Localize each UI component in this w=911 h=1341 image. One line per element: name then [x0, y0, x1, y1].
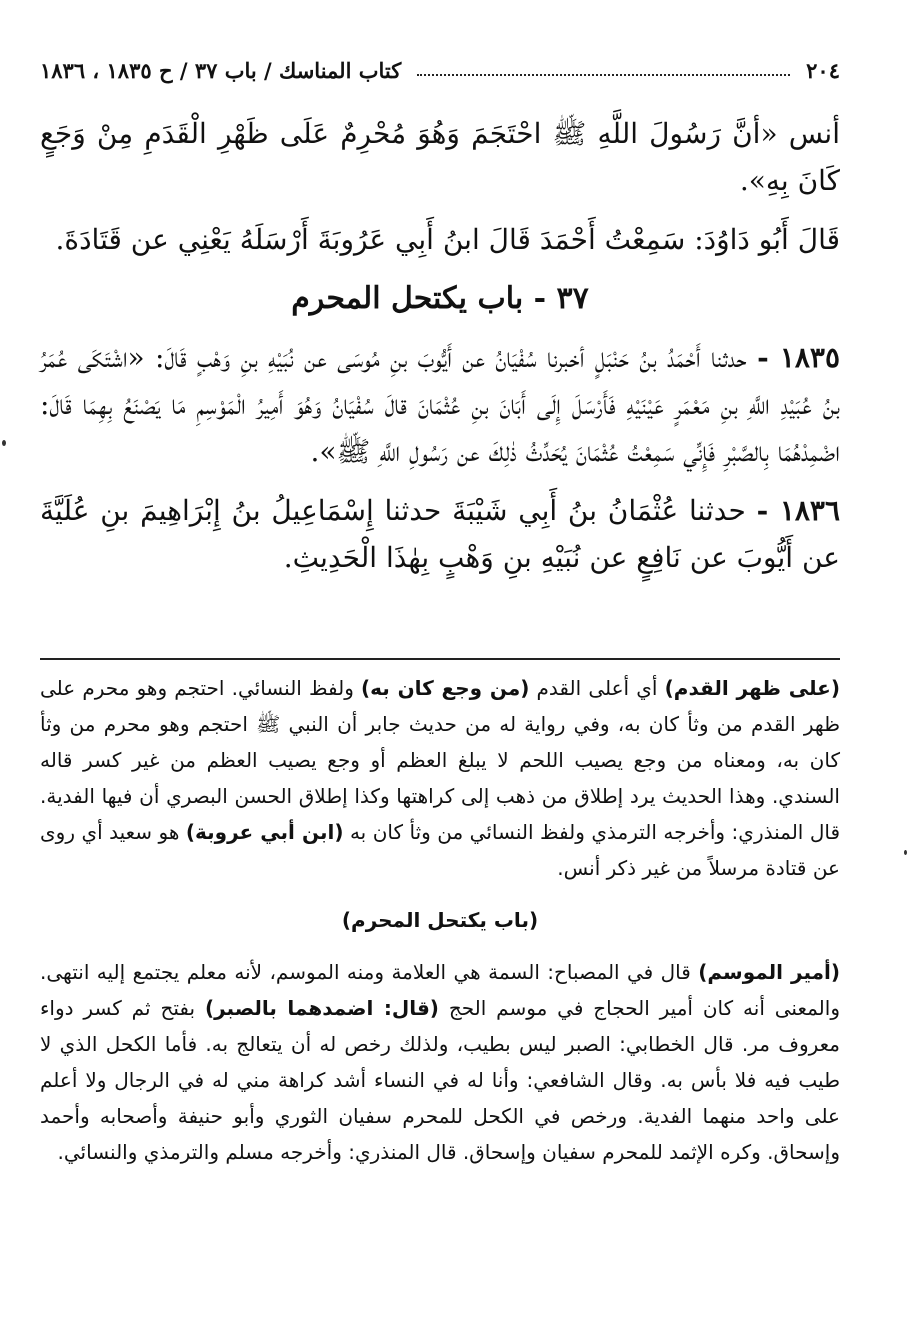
commentary-notes	[40, 670, 840, 1180]
note-chapter-title: (باب يكتحل المحرم)	[341, 908, 539, 932]
header-dotted-leader	[417, 74, 790, 76]
note-2-text-a: قال في المصباح: السمة هي العلامة ومنه الموسم، لأنه معلم يجتمع إليه انتهى. والمعنى أنه كان أمير الحجاج في موسم الحج	[40, 960, 840, 1020]
hadith-1835-text: حدثنا أَحْمَدُ بنُ حَنْبَلٍ أخبرنا سُفْيَانُ عن أَيُّوبَ بنِ مُوسَى عن نُبَيْهِ بنِ وَهْبٍ قَالَ: «اشْتَكَى عُمَرُ بنُ عُبَيْدِ اللَّهِ بنِ مَعْمَرٍ عَيْنَيْهِ فَأَرْسَلَ إِلَى أَبَانَ بنِ عُثْمَانَ قالَ سُفْيَانُ وَهُوَ أَمِيرُ الْمَوْسِمِ مَا يَصْنَعُ بِهِمَا قَالَ: اضْمِدْهُمَا بِالصَّبْرِ فَإِنِّي سَمِعْتُ عُثْمَانَ يُحَدِّثُ ذٰلِكَ عن رَسُولِ اللَّهِ ﷺ».	[40, 341, 841, 468]
hadith-1835	[40, 334, 840, 475]
page-header	[40, 50, 840, 90]
note-2-text-b: بفتح ثم كسر دواء معروف مر. قال الخطابي: الصبر ليس بطيب، ولذلك رخص له أن يتعالج به. فأما الكحل الذي لا طيب فيه فلا بأس به. وقال الشافعي: وأنا له في النساء أشد كراهة مني له في الرجال ولا أعلم على واحد منهما الفدية. ورخص في الكحل للمحرم سفيان الثوري وأبو حنيفة وأصحابه وأحمد وإسحاق. وكره الإثمد للمحرم سفيان وإسحاق. قال المنذري: وأخرجه مسلم والترمذي والنسائي.	[40, 996, 840, 1164]
note-1-term-b: (من وجع كان به)	[361, 676, 530, 700]
note-1-term-a: (على ظهر القدم)	[664, 676, 840, 700]
hadith-1836-number: ١٨٣٦ -	[756, 494, 840, 527]
running-title: كتاب المناسك / باب ٣٧ / ح ١٨٣٥ ، ١٨٣٦	[40, 57, 402, 83]
hadith-1836	[40, 487, 840, 581]
scan-speck-left	[2, 440, 6, 446]
note-paragraph-1	[40, 670, 840, 886]
note-1-term-c: (ابن أبي عروبة)	[185, 820, 344, 844]
note-2-term-a: (أمير الموسم)	[698, 960, 840, 984]
main-paragraph-1: أنس «أنَّ رَسُولَ اللَّهِ ﷺ احْتَجَمَ وَهُوَ مُحْرِمٌ عَلَى ظَهْرِ الْقَدَمِ مِنْ وَجَعٍ كَانَ بِهِ».	[40, 117, 840, 197]
hadith-1836-text: حدثنا عُثْمَانُ بنُ أَبِي شَيْبَةَ حدثنا إِسْمَاعِيلُ بنُ إِبْرَاهِيمَ بنِ عُلَيَّةَ عن أَيُّوبَ عن نَافِعٍ عن نُبَيْهِ بنِ وَهْبٍ بِهٰذَا الْحَدِيثِ.	[40, 494, 840, 574]
scan-speck-right	[904, 850, 907, 855]
hadith-1835-number: ١٨٣٥ -	[757, 341, 840, 374]
footnote-divider	[40, 658, 840, 660]
book-page	[40, 40, 840, 1300]
note-1-text-a: أي أعلى القدم	[529, 676, 665, 700]
main-paragraph-2: قَالَ أَبُو دَاوُدَ: سَمِعْتُ أَحْمَدَ قَالَ ابنُ أَبِي عَرُوبَةَ أَرْسَلَهُ يَعْنِي عن قَتَادَةَ.	[55, 223, 840, 256]
page-number: ٢٠٤	[806, 57, 840, 83]
note-2-term-b: (قال: اضمدهما بالصبر)	[204, 996, 439, 1020]
main-text	[40, 110, 840, 593]
note-1-text-c: هو سعيد أي روى عن قتادة مرسلاً من غير ذكر أنس.	[40, 820, 840, 880]
chapter-title: ٣٧ - باب يكتحل المحرم	[291, 281, 589, 316]
note-paragraph-2	[40, 954, 840, 1170]
note-1-text-b: ولفظ النسائي. احتجم وهو محرم على ظهر القدم من وثأ كان به، وفي رواية له من حديث جابر أن النبي ﷺ احتجم وهو محرم من وثأ كان به، ومعناه من وجع يصيب اللحم لا يبلغ العظم أو وجع يصيب العظم من غير كسر قاله السندي. وهذا الحديث يرد إطلاق من ذهب إلى كراهتها وكذا إطلاق الحسن البصري أن فيها الفدية. قال المنذري: وأخرجه الترمذي ولفظ النسائي من وثأ كان به	[40, 676, 841, 844]
